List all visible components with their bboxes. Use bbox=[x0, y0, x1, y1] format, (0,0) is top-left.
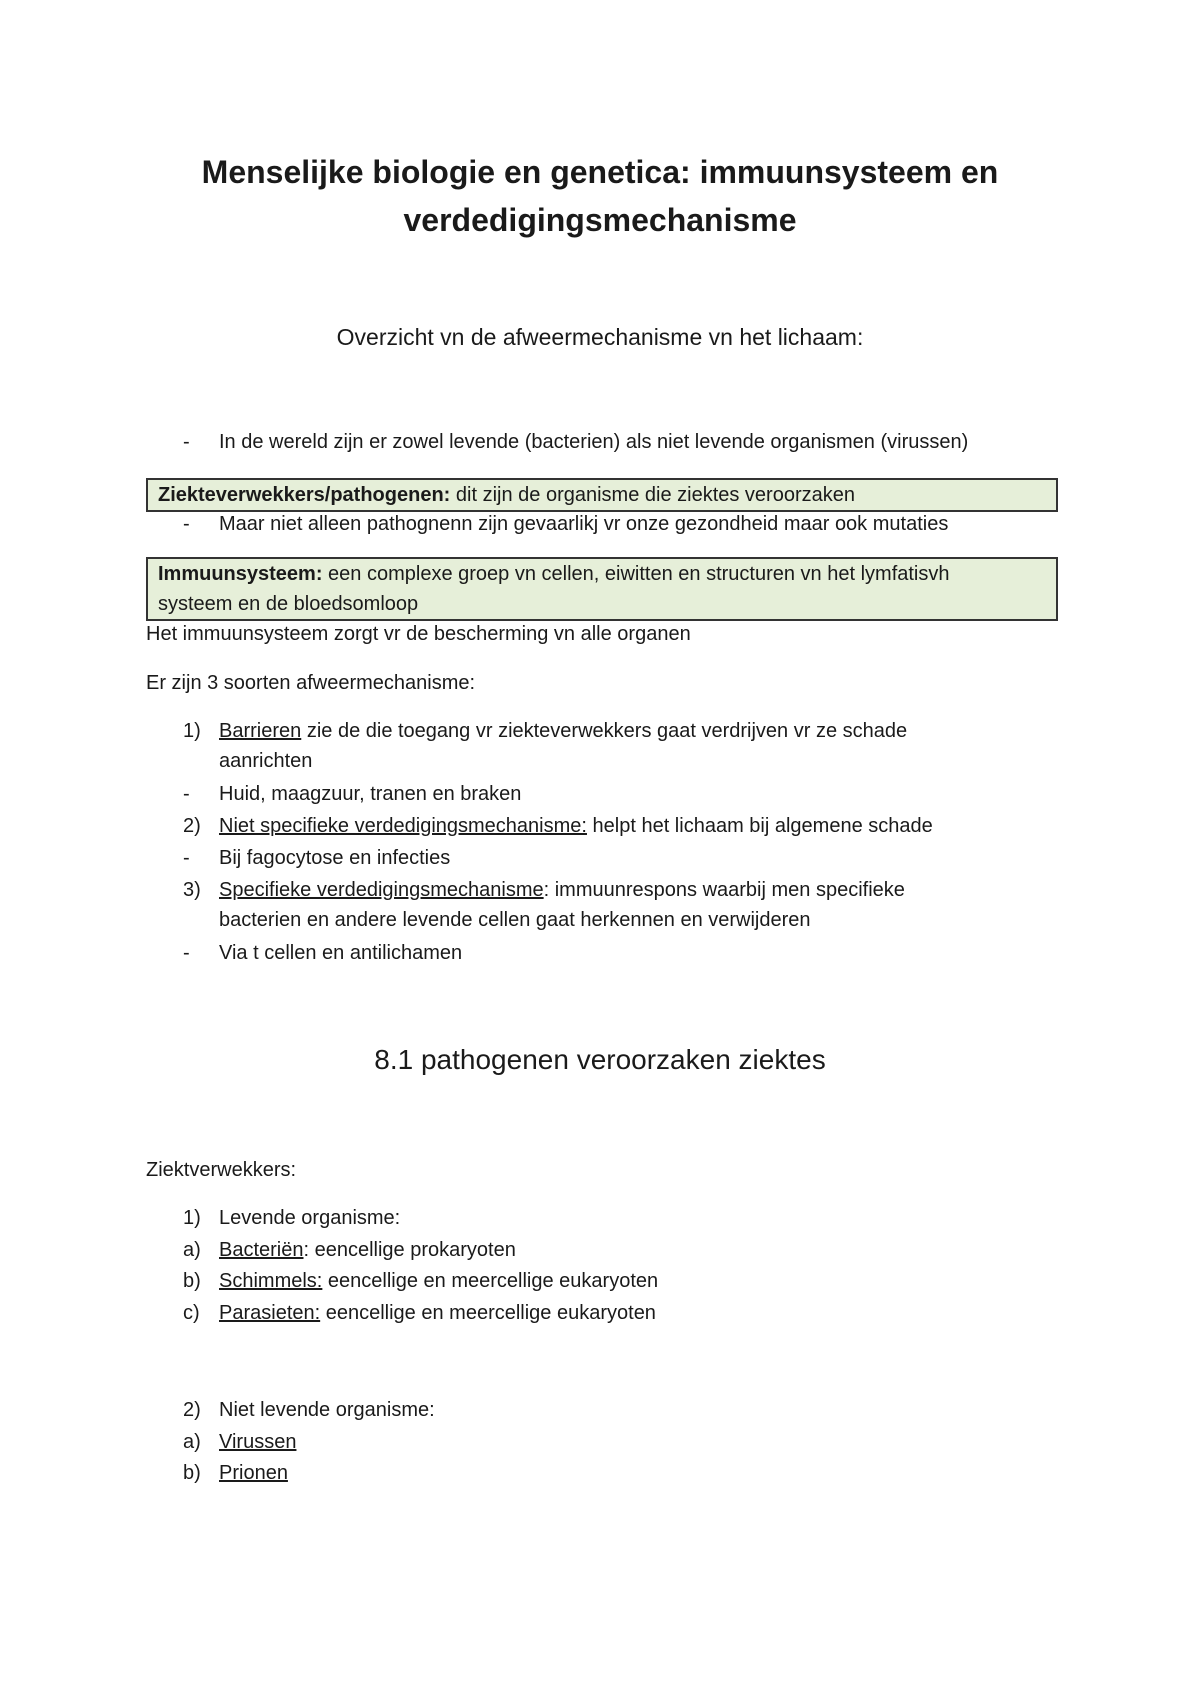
definition-text: dit zijn de organisme die ziektes veroorzaken bbox=[450, 484, 855, 506]
page-title bbox=[150, 148, 1050, 244]
list-letter: a) bbox=[183, 1239, 201, 1261]
sub-bullet-barriers: Huid, maagzuur, tranen en braken bbox=[219, 783, 522, 805]
list-letter: b) bbox=[183, 1462, 201, 1484]
list-item-fungi: Schimmels: eencellige en meercellige eukaryoten bbox=[219, 1270, 659, 1292]
list-item-specific: Specifieke verdedigingsmechanisme: immuunrespons waarbij men specifieke bbox=[219, 879, 905, 901]
list-item-viruses: Virussen bbox=[219, 1431, 297, 1453]
definition-text-cont: systeem en de bloedsomloop bbox=[158, 593, 419, 615]
list-number: 2) bbox=[183, 1399, 201, 1421]
list-number: 1) bbox=[183, 1207, 201, 1229]
list-number: 2) bbox=[183, 815, 201, 837]
bullet-dash: - bbox=[183, 942, 190, 964]
definition-term: Ziekteverwekkers/pathogenen: bbox=[158, 484, 451, 506]
list-item-barriers: Barrieren zie de die toegang vr ziekteverwekkers gaat verdrijven vr ze schade bbox=[219, 720, 908, 742]
bullet-dash: - bbox=[183, 513, 190, 535]
list-item-nonliving: Niet levende organisme: bbox=[219, 1399, 435, 1421]
definition-text: een complexe groep vn cellen, eiwitten en structuren vn het lymfatisvh bbox=[322, 563, 950, 585]
intro-bullet: In de wereld zijn er zowel levende (bacterien) als niet levende organismen (virussen) bbox=[219, 431, 969, 453]
paragraph-protection: Het immuunsysteem zorgt vr de bescherming vn alle organen bbox=[146, 623, 691, 645]
list-item-barriers-cont: aanrichten bbox=[219, 750, 313, 772]
definition-term: Immuunsysteem: bbox=[158, 563, 323, 585]
list-item-prions: Prionen bbox=[219, 1462, 288, 1484]
bullet-dash: - bbox=[183, 431, 190, 453]
section-heading: 8.1 pathogenen veroorzaken ziektes bbox=[374, 1044, 826, 1075]
definition-box-pathogens bbox=[146, 478, 1058, 512]
page-subtitle: Overzicht vn de afweermechanisme vn het lichaam: bbox=[336, 324, 864, 350]
sub-bullet-specific: Via t cellen en antilichamen bbox=[219, 942, 463, 964]
list-item-specific-cont: bacterien en andere levende cellen gaat herkennen en verwijderen bbox=[219, 909, 811, 931]
paragraph-pathogens: Ziektverwekkers: bbox=[146, 1159, 297, 1181]
title-line-1: Menselijke biologie en genetica: immuunsysteem en bbox=[201, 154, 999, 190]
list-item-nonspecific: Niet specifieke verdedigingsmechanisme: helpt het lichaam bij algemene schade bbox=[219, 815, 933, 837]
definition-box-immune-system bbox=[146, 557, 1058, 621]
sub-bullet-nonspecific: Bij fagocytose en infecties bbox=[219, 847, 451, 869]
list-item-living: Levende organisme: bbox=[219, 1207, 401, 1229]
list-letter: b) bbox=[183, 1270, 201, 1292]
list-number: 1) bbox=[183, 720, 201, 742]
paragraph-three-types: Er zijn 3 soorten afweermechanisme: bbox=[146, 672, 476, 694]
list-number: 3) bbox=[183, 879, 201, 901]
list-letter: a) bbox=[183, 1431, 201, 1453]
bullet-dash: - bbox=[183, 783, 190, 805]
title-line-2: verdedigingsmechanisme bbox=[403, 202, 797, 238]
list-item-bacteria: Bacteriën: eencellige prokaryoten bbox=[219, 1239, 516, 1261]
list-letter: c) bbox=[183, 1302, 200, 1324]
list-item-parasites: Parasieten: eencellige en meercellige eukaryoten bbox=[219, 1302, 656, 1324]
bullet-dash: - bbox=[183, 847, 190, 869]
bullet-mutations: Maar niet alleen pathognenn zijn gevaarlikj vr onze gezondheid maar ook mutaties bbox=[219, 513, 949, 535]
